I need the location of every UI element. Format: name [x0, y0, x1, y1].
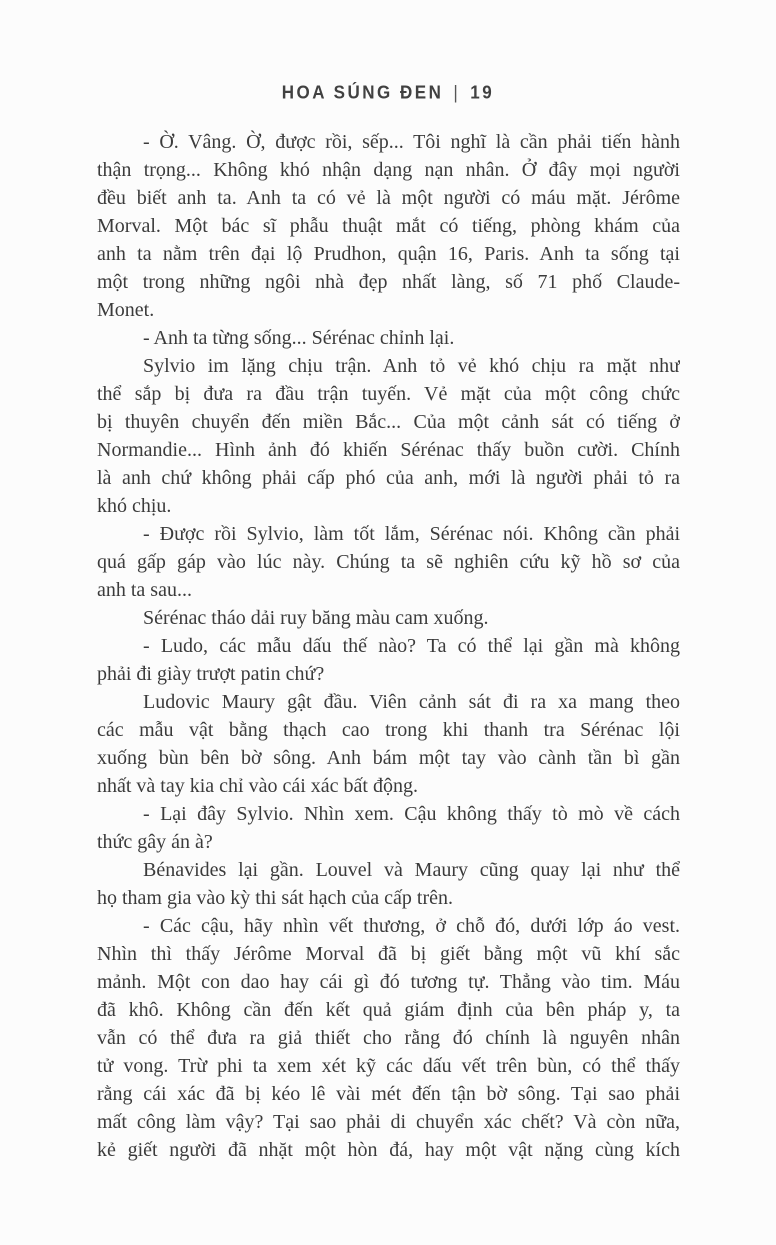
text-line: họ tham gia vào kỳ thi sát hạch của cấp trên. [97, 887, 453, 909]
text-line: anh ta sau... [97, 579, 192, 601]
text-line: khó chịu. [97, 495, 172, 517]
text-line: Sérénac tháo dải ruy băng màu cam xuống. [143, 607, 489, 629]
text-line: - Anh ta từng sống... Sérénac chỉnh lại. [143, 327, 455, 349]
paragraph [97, 128, 680, 324]
text-line: tử vong. Trừ phi ta xem xét kỹ các dấu vết trên bùn, có thể thấy [97, 1055, 680, 1077]
running-header [0, 0, 776, 104]
text-line: đã khô. Không cần đến kết quả giám định của bên pháp y, ta [97, 999, 680, 1021]
text-line: thể sắp bị đưa ra đầu trận tuyến. Vẻ mặt của một công chức [97, 383, 680, 405]
page-number: 19 [470, 82, 495, 103]
text-line: - Ludo, các mẫu dấu thế nào? Ta có thể lại gần mà không [143, 635, 680, 657]
book-title: HOA SÚNG ĐEN [281, 82, 444, 103]
text-line: mảnh. Một con dao hay cái gì đó tương tự. Thẳng vào tim. Máu [97, 971, 680, 993]
paragraph [97, 324, 680, 352]
text-line: vẫn có thể đưa ra giả thiết cho rằng đó chính là nguyên nhân [97, 1027, 680, 1049]
text-line: thức gây án à? [97, 831, 213, 853]
text-line: xuống bùn bên bờ sông. Anh bám một tay vào cành tần bì gần [97, 747, 680, 769]
text-line: đều biết anh ta. Anh ta có vẻ là một người có máu mặt. Jérôme [97, 187, 680, 209]
body-text [97, 128, 680, 1164]
text-line: mất công làm vậy? Tại sao phải di chuyển xác chết? Và còn nữa, [97, 1111, 680, 1133]
text-line: - Ờ. Vâng. Ờ, được rồi, sếp... Tôi nghĩ là cần phải tiến hành [143, 131, 680, 153]
text-line: Monet. [97, 299, 155, 321]
paragraph [97, 912, 680, 1164]
text-line: anh ta nằm trên đại lộ Prudhon, quận 16, Paris. Anh ta sống tại [97, 243, 680, 265]
paragraph [97, 856, 680, 912]
text-line: là anh chứ không phải cấp phó của anh, mới là người phải tỏ ra [97, 467, 680, 489]
text-line: Normandie... Hình ảnh đó khiến Sérénac thấy buồn cười. Chính [97, 439, 680, 461]
text-line: một trong những ngôi nhà đẹp nhất làng, số 71 phố Claude- [97, 271, 680, 293]
text-line: Morval. Một bác sĩ phẫu thuật mắt có tiếng, phòng khám của [97, 215, 680, 237]
paragraph [97, 352, 680, 520]
paragraph [97, 604, 680, 632]
text-line: Ludovic Maury gật đầu. Viên cảnh sát đi ra xa mang theo [143, 691, 680, 713]
paragraph [97, 688, 680, 800]
text-line: - Được rồi Sylvio, làm tốt lắm, Sérénac nói. Không cần phải [143, 523, 680, 545]
text-line: - Lại đây Sylvio. Nhìn xem. Cậu không thấy tò mò về cách [143, 803, 680, 825]
text-line: rằng cái xác đã bị kéo lê vài mét đến tận bờ sông. Tại sao phải [97, 1083, 680, 1105]
text-line: Bénavides lại gần. Louvel và Maury cũng quay lại như thể [143, 859, 680, 881]
text-line: thận trọng... Không khó nhận dạng nạn nhân. Ở đây mọi người [97, 159, 680, 181]
paragraph [97, 632, 680, 688]
paragraph [97, 520, 680, 604]
text-line: các mẫu vật bằng thạch cao trong khi thanh tra Sérénac lội [97, 719, 680, 741]
text-line: phải đi giày trượt patin chứ? [97, 663, 325, 685]
text-line: nhất và tay kia chỉ vào cái xác bất động. [97, 775, 418, 797]
text-line: - Các cậu, hãy nhìn vết thương, ở chỗ đó, dưới lớp áo vest. [143, 915, 680, 937]
text-line: Nhìn thì thấy Jérôme Morval đã bị giết bằng một vũ khí sắc [97, 943, 680, 965]
text-line: kẻ giết người đã nhặt một hòn đá, hay một vật nặng cùng kích [97, 1139, 680, 1161]
text-line: bị thuyên chuyển đến miền Bắc... Của một cảnh sát có tiếng ở [97, 411, 680, 433]
header-separator: | [453, 82, 461, 103]
text-line: quá gấp gáp vào lúc này. Chúng ta sẽ nghiên cứu kỹ hồ sơ của [97, 551, 680, 573]
text-line: Sylvio im lặng chịu trận. Anh tỏ vẻ khó chịu ra mặt như [143, 355, 680, 377]
paragraph [97, 800, 680, 856]
